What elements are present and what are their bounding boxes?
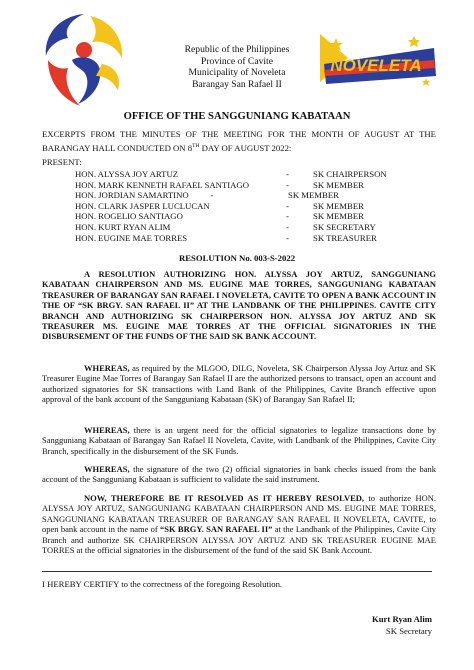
header-barangay: Barangay San Rafael II — [192, 78, 282, 90]
member-name: HON. MARK KENNETH RAFAEL SANTIAGO — [75, 179, 249, 190]
certification-text: I HEREBY CERTIFY to the correctness of the foregoing Resolution. — [42, 579, 283, 589]
whereas-lead: WHEREAS, — [84, 464, 130, 474]
noveleta-logo — [314, 30, 440, 92]
member-name: HON. KURT RYAN ALIM — [75, 221, 171, 232]
excerpt-line — [42, 129, 436, 154]
member-name: HON. CLARK JASPER LUCLUCAN — [75, 200, 210, 211]
resolved-paragraph — [42, 493, 436, 555]
header-municipality: Municipality of Noveleta — [188, 67, 286, 79]
member-name: HON. ALYSSA JOY ARTUZ — [75, 169, 179, 179]
member-name: HON. ROGELIO SANTIAGO — [75, 211, 183, 222]
whereas-text: the signature of the two (2) official signatories in bank checks issued from the bank account of the Sangguniang Kabataan is sufficient to validate the said instrument. — [42, 464, 436, 485]
separator-dash: - — [286, 169, 289, 179]
office-title: OFFICE OF THE SANGGUNIANG KABATAAN — [123, 111, 351, 122]
member-name: HON. JORDIAN SAMARTINO - — [75, 190, 214, 201]
whereas-paragraph-3 — [42, 464, 436, 485]
present-label: PRESENT: — [42, 157, 82, 167]
member-role: SK MEMBER — [288, 190, 339, 201]
attendance-row — [75, 222, 395, 233]
member-role: SK MEMBER — [313, 200, 364, 211]
header-province: Province of Cavite — [201, 55, 273, 67]
signatory-name: Kurt Ryan Alim — [371, 614, 432, 624]
separator-dash: - — [286, 211, 289, 222]
whereas-text: there is an urgent need for the official signatories to legalize transactions done by Sangguniang Kabataan of Barangay San Rafael II Noveleta, Cavite, with Landbank of the Philippines, Cavite City Branch, specifically in the disbursement of the SK Funds. — [42, 425, 436, 456]
separator-dash: - — [286, 221, 289, 232]
attendance-row — [75, 201, 395, 212]
noveleta-logo-text: NOVELETA — [330, 56, 422, 75]
resolution-number: RESOLUTION No. 003-S-2022 — [178, 253, 296, 263]
whereas-paragraph-1 — [42, 363, 436, 405]
member-role: SK SECRETARY — [313, 221, 376, 232]
excerpt-text: EXCERPTS FROM THE MINUTES OF THE MEETING FOR THE MONTH OF AUGUST AT THE BARANGAY HALL CONDUCTED ON 8 — [42, 129, 436, 153]
member-name: HON. EUGINE MAE TORRES — [75, 232, 188, 243]
resolution-title: A RESOLUTION AUTHORIZING HON. ALYSSA JOY ARTUZ, SANGGUNIANG KABATAAN CHAIRPERSON AND MS. EUGINE MAE TORRES, SANGGUNIANG KABATAAN TREASURER OF BARANGAY SAN RAFAEL I NOVELETA, CAVITE TO OPEN A BANK ACCOUNT IN THE OF “SK BRGY. SAN RAFAEL II” AT THE LANDBANK OF THE PHILIPPINES. CAVITE CITY BRANCH AND AUTHORIZING SK CHAIRPERSON HON. ALYSSA JOY ARTUZ AND SK TREASURER MS. EUGINE MAE TORRES AT THE OFFICIAL SIGNATORIES IN THE DISBURSEMENT OF THE FUNDS OF THE SAID SK BANK ACCOUNT. — [42, 269, 436, 342]
attendance-list — [75, 169, 395, 243]
member-role: SK TREASURER — [313, 232, 377, 243]
attendance-row — [75, 233, 395, 244]
attendance-row — [75, 169, 395, 180]
letterhead — [130, 44, 344, 90]
excerpt-sup: TH — [192, 142, 200, 149]
excerpt-text-end: DAY OF AUGUST 2022: — [199, 142, 292, 153]
resolved-text-end: at the Landbank of the Philippines, Cavite City Branch and authorize SK CHAIRPERSON ALYSSA JOY ARTUZ AND SK TREASURER EUGINE MAE TORRES at the official signatories in the disbursement of the fund of the said SK Bank Account. — [42, 524, 436, 556]
separator-dash: - — [286, 179, 289, 190]
account-name: “SK BRGY. SAN RAFAEL II” — [160, 524, 273, 535]
header-country: Republic of the Philippines — [184, 44, 290, 55]
whereas-paragraph-2 — [42, 425, 436, 456]
whereas-text: as required by the MLGOO, DILG, Noveleta, SK Chairperson Alyssa Joy Artuz and SK Treasurer Eugine Mae Torres of Barangay San Rafael II are the authorized persons to transact, open an account and authorized signatories for SK transactions with Land Bank of the Philippines, Cavite Branch effective upon approval of the bank account of the Sangguniang Kabataan (SK) of Barangay San Rafael II; — [42, 363, 436, 405]
member-role: SK CHAIRPERSON — [313, 169, 387, 179]
sk-logo — [38, 10, 130, 110]
separator-dash: - — [286, 232, 289, 243]
resolved-text: to authorize HON. ALYSSA JOY ARTUZ, SANGGUNIANG KABATAAN CHAIRPERSON AND MS. EUGINE MAE TORRES, SANGGUNIANG KABATAAN TREASURER OF BARANGAY SAN RAFAEL II NOVELETA, CAVITE, to open bank account in the name of — [42, 493, 436, 535]
whereas-lead: WHEREAS, — [84, 425, 130, 435]
attendance-row — [75, 211, 395, 222]
separator-dash: - — [286, 200, 289, 211]
resolved-lead: NOW, THEREFORE BE IT RESOLVED AS IT HEREBY RESOLVED, — [84, 493, 365, 503]
whereas-lead: WHEREAS, — [84, 363, 130, 373]
attendance-row — [75, 180, 395, 191]
signatory-title: SK Secretary — [385, 626, 432, 636]
member-role: SK MEMBER — [313, 179, 364, 190]
attendance-row — [75, 190, 395, 201]
divider-line — [42, 571, 432, 572]
member-role: SK MEMBER — [313, 211, 364, 222]
